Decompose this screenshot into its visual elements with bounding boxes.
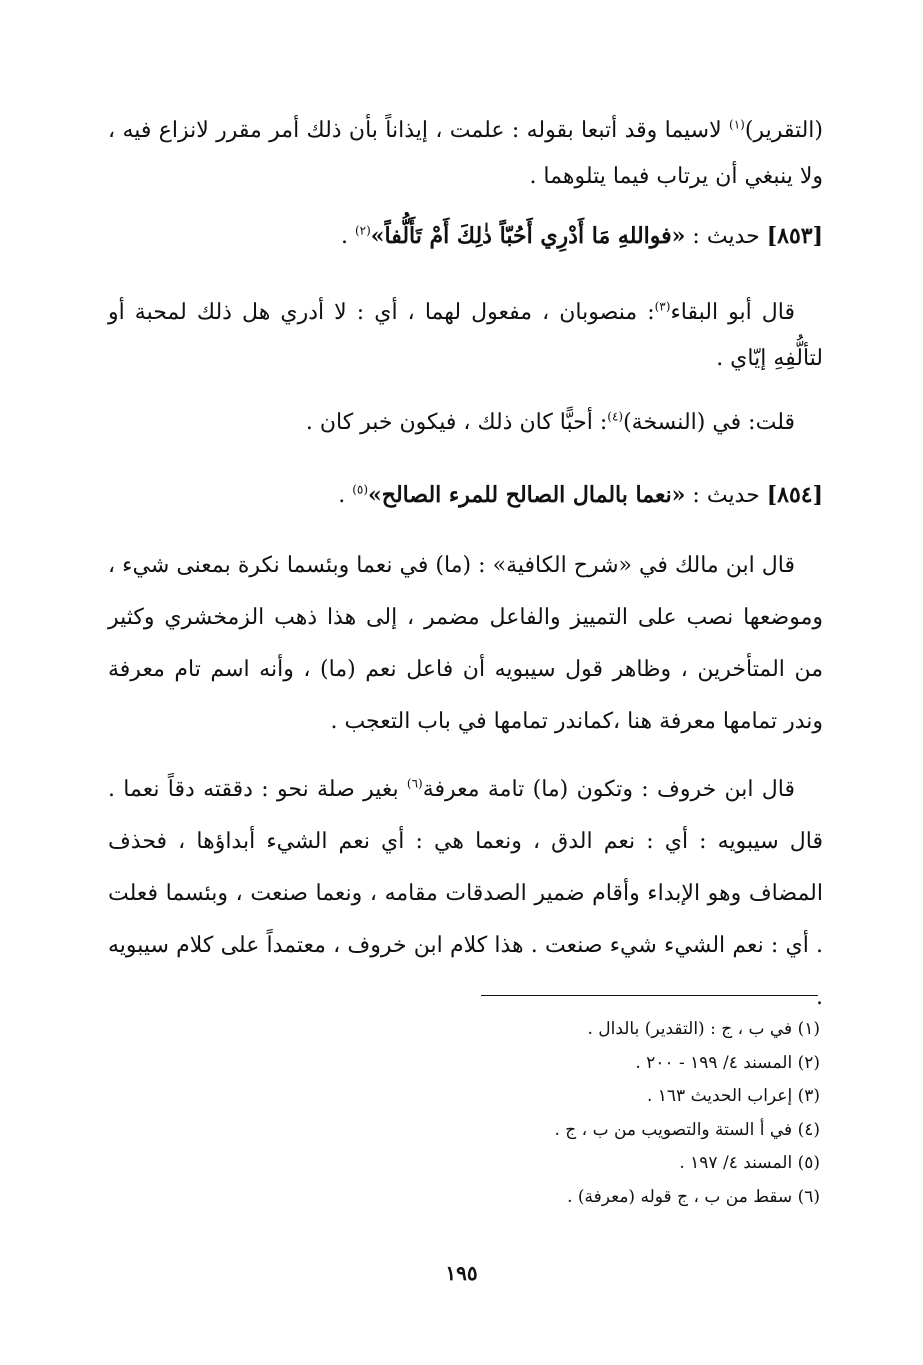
- paragraph-3-text-a: قال أبو البقاء: [670, 300, 796, 325]
- footnote-ref-6: (٦): [406, 776, 423, 791]
- hadith-number: [٨٥٤]: [766, 482, 823, 508]
- paragraph-ibn-malik: قال ابن مالك في «شرح الكافية» : (ما) في نعما وبئسما نكرة بمعنى شيء ، وموضعها نصب على التمييز والفاعل مضمر ، إلى هذا ذهب الزمخشري وكثير من المتأخرين ، وظاهر قول سيبويه أن فاعل نعم (ما) ، وأنه اسم تام معرفة وندر تمامها معرفة هنا ،كماندر تمامها في باب التعجب .: [108, 553, 823, 734]
- footnote-divider: [481, 995, 818, 996]
- paragraph-3-text-b: : منصوبان ، مفعول لهما ، أي : لا أدري هل ذلك لمحبة أو لتألُّفِهِ إيّاي .: [108, 300, 823, 371]
- hadith-tail: .: [340, 224, 355, 249]
- footnote-4: (٤) في أ الستة والتصويب من ب ، ج .: [554, 1119, 820, 1140]
- paragraph-qultu: [108, 400, 823, 446]
- hadith-853: [108, 213, 823, 260]
- footnote-ref-1: (١): [729, 117, 745, 132]
- footnote-3: (٣) إعراب الحديث ١٦٣ .: [646, 1086, 820, 1106]
- paragraph-7-text-a: قال ابن خروف : وتكون (ما) تامة معرفة: [422, 777, 795, 802]
- footnote-ref-2: (٢): [354, 223, 371, 238]
- hadith-lead: حديث :: [685, 483, 767, 508]
- footnotes-list: [320, 1013, 820, 1214]
- paragraph-ibn-kharuf: [108, 764, 823, 1024]
- paragraph-7-text-b: بغير صلة نحو : دققته دقاً نعما . قال سيبويه : أي : نعم الدق ، ونعما هي : أي نعم الشيء أبداؤها ، فحذف المضاف وهو الإبداء وأقام ضمير الصدقات مقامه ، ونعما صنعت ، وبئسما فعلت . أي : نعم الشيء شيء صنعت . هذا كلام ابن خروف ، معتمداً على كلام سيبويه .: [108, 777, 823, 1010]
- footnote-ref-3: (٣): [654, 299, 671, 314]
- hadith-number: [٨٥٣]: [766, 223, 823, 249]
- hadith-lead: حديث :: [685, 224, 767, 249]
- paragraph-1-text-a: (التقرير): [744, 118, 823, 143]
- hadith-tail: .: [338, 483, 353, 508]
- page-number: ١٩٥: [445, 1261, 478, 1285]
- footnote-5: (٥) المسند ٤/ ١٩٧ .: [679, 1153, 820, 1173]
- hadith-text: «فواللهِ مَا أَدْرِي أَحُبّاً ذٰلِكَ أَمْ تَأَلُّفاً»: [370, 223, 686, 249]
- footnote-6: (٦) سقط من ب ، ج قوله (معرفة) .: [567, 1186, 820, 1207]
- paragraph-4-text-a: قلت: في (النسخة): [623, 410, 795, 435]
- paragraph-1-text-b: لاسيما وقد أتبعا بقوله : علمت ، إيذاناً بأن ذلك أمر مقرر لانزاع فيه ، ولا ينبغي أن يرتاب فيما يتلوهما .: [108, 118, 823, 189]
- hadith-text: «نعما بالمال الصالح للمرء الصالح»: [368, 482, 686, 508]
- paragraph-abu-al-baqa: [108, 290, 823, 382]
- hadith-854: [108, 472, 823, 519]
- footnote-ref-5: (٥): [352, 482, 369, 497]
- main-text: [108, 108, 823, 1024]
- footnote-1: (١) في ب ، ج : (التقدير) بالدال .: [587, 1019, 820, 1039]
- paragraph-4-text-b: : أحبًّا كان ذلك ، فيكون خبر كان .: [305, 410, 608, 435]
- paragraph-1: [108, 108, 823, 200]
- footnote-ref-4: (٤): [607, 409, 624, 424]
- footnote-2: (٢) المسند ٤/ ١٩٩ - ٢٠٠ .: [635, 1052, 820, 1073]
